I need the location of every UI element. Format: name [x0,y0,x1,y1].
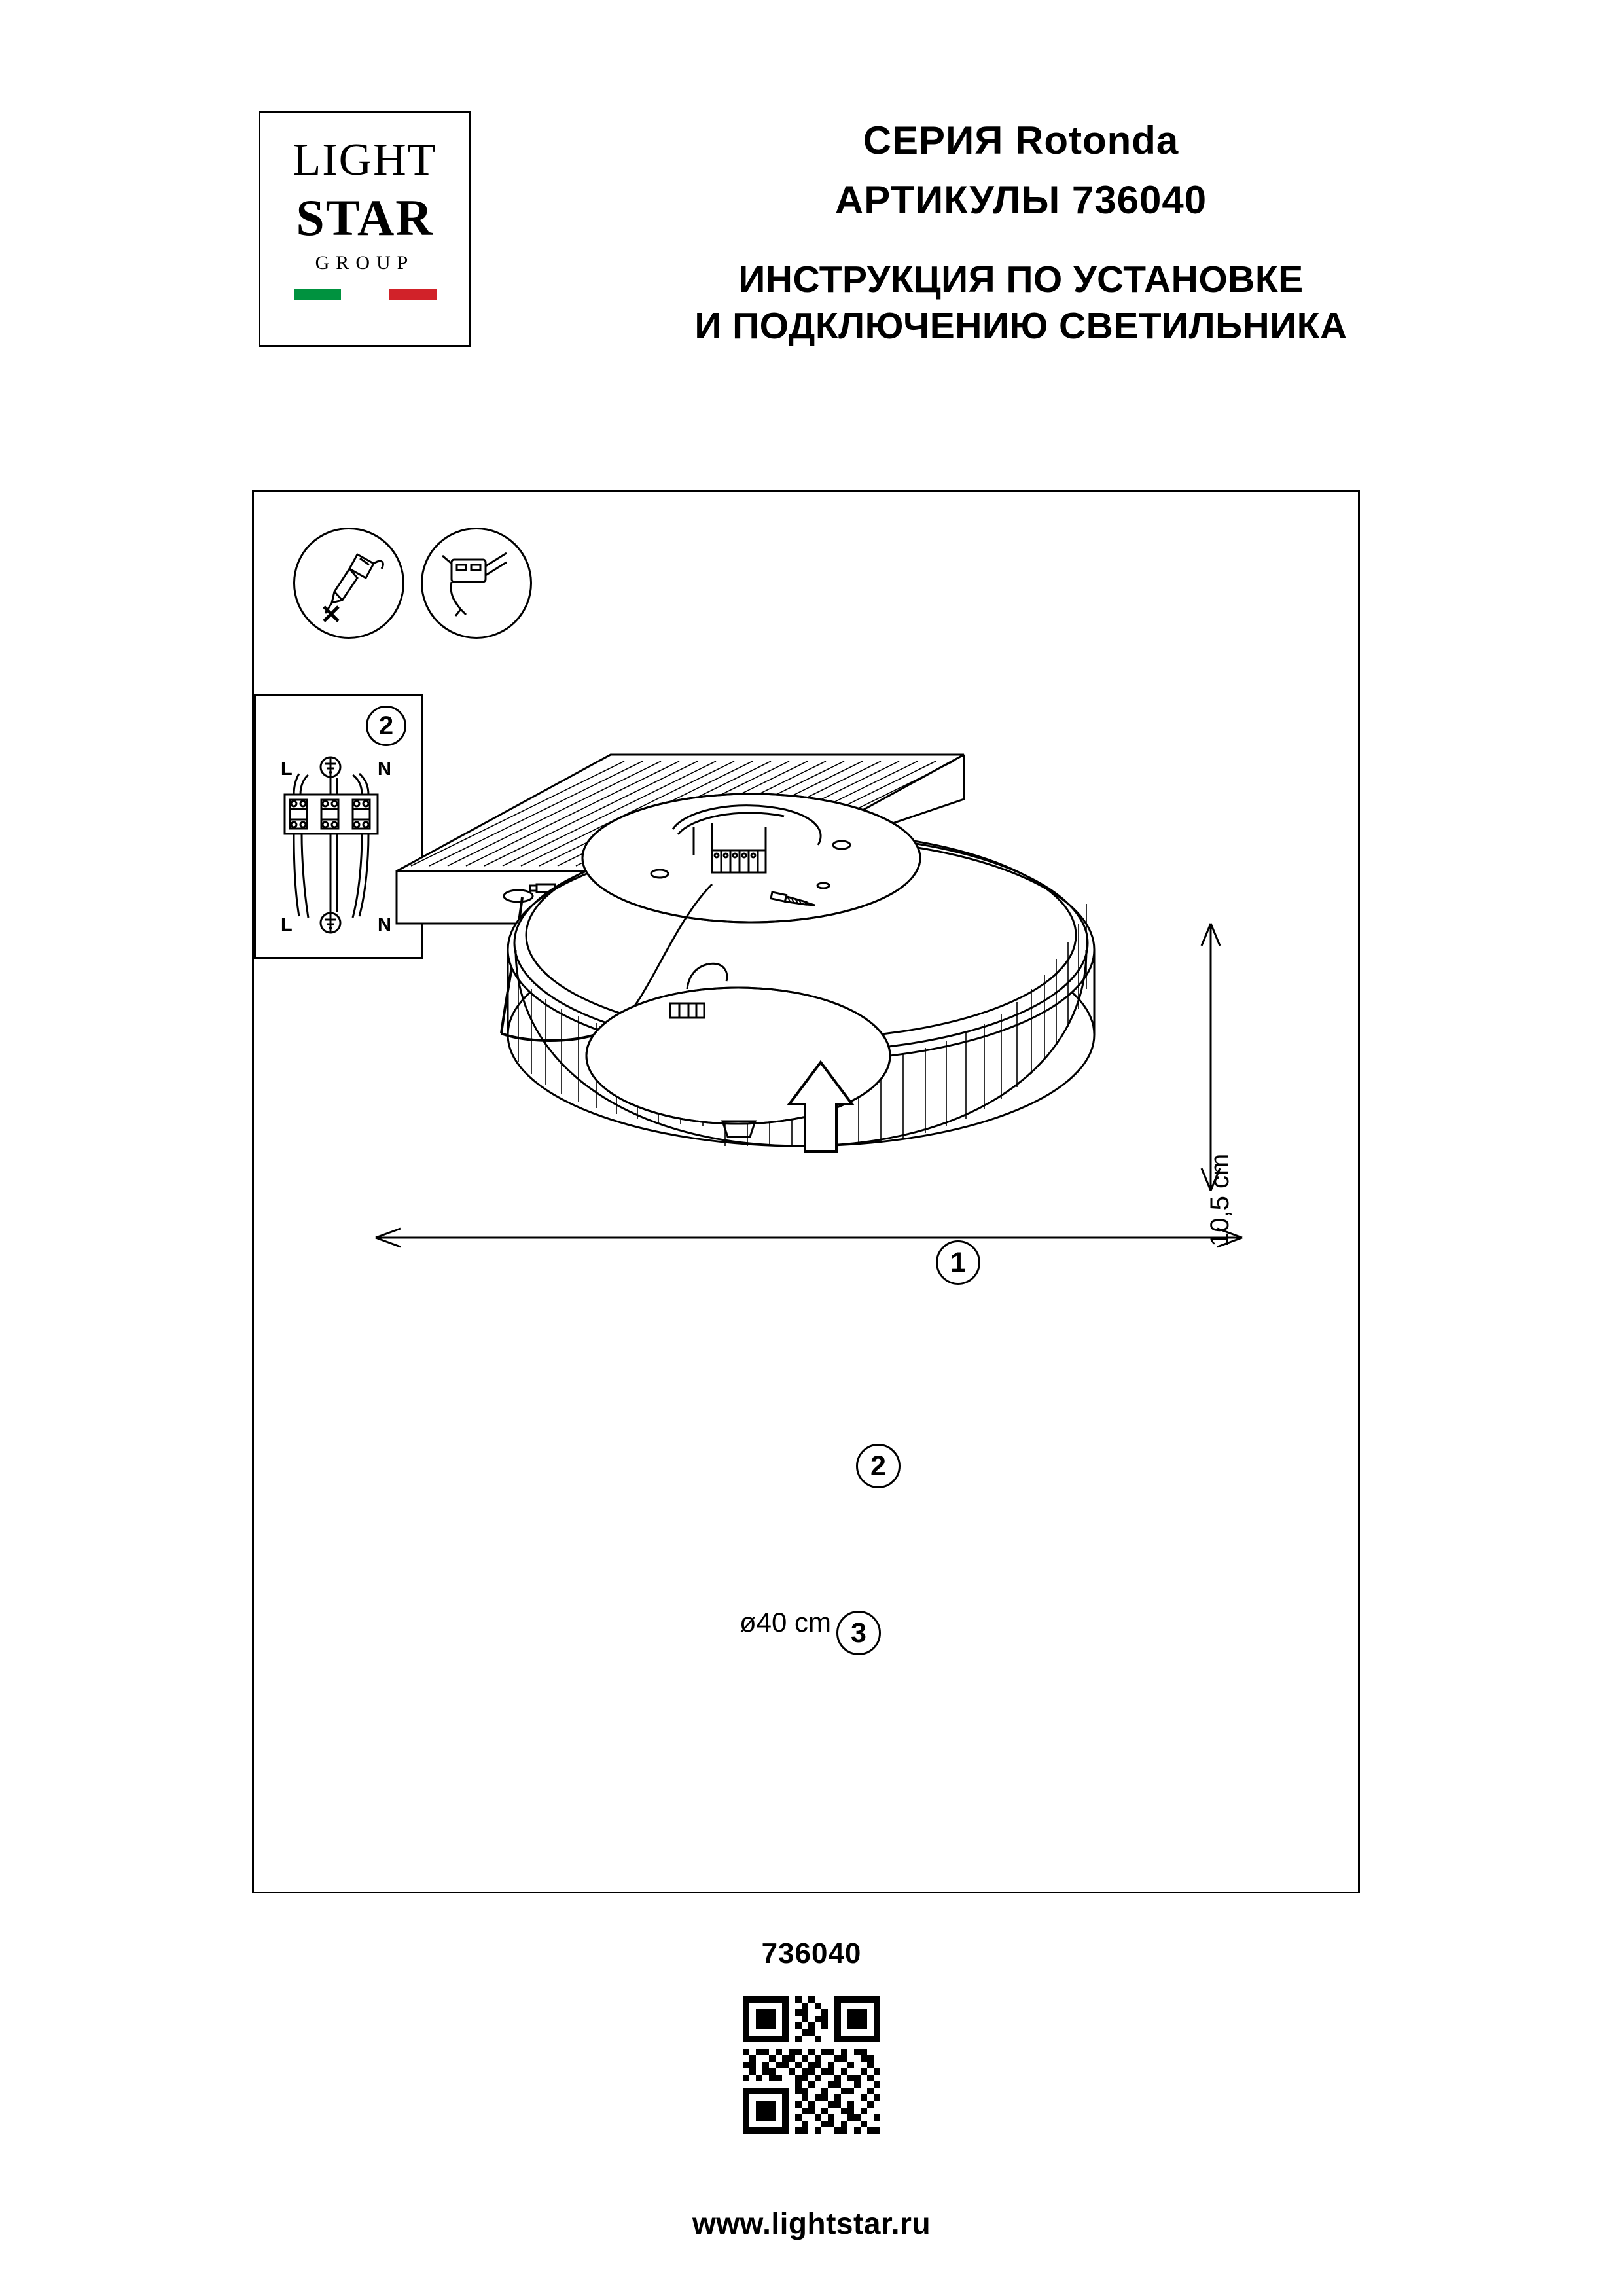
page-header [0,98,1623,380]
qr-code [743,1996,880,2134]
logo-text-star: STAR [296,189,434,246]
title-block [589,98,1453,350]
instruction-title [589,257,1453,350]
wiring-label-n-bottom: N [378,914,391,935]
wiring-label-n-top: N [378,759,391,780]
website-url: www.lightstar.ru [692,2206,931,2240]
italy-flag-icon [294,289,437,300]
brand-logo [259,111,471,347]
callout-badge-2: 2 [856,1444,901,1488]
instruction-title-line1: ИНСТРУКЦИЯ ПО УСТАНОВКЕ [738,259,1304,300]
callout-badge-3: 3 [836,1611,881,1655]
logo-text-group: GROUP [315,252,415,274]
product-code: 736040 [761,1937,862,1969]
article-label: АРТИКУЛЫ 736040 [834,178,1207,222]
diameter-dimension-label: ø40 cm [740,1607,832,1638]
series-label: СЕРИЯ Rotonda [863,118,1179,162]
height-dimension-label: 10,5 cm [1205,1153,1234,1247]
logo-text-light: LIGHT [293,135,437,185]
callout-badge-1: 1 [936,1240,980,1285]
wiring-step-badge: 2 [366,706,406,746]
instruction-title-line2: И ПОДКЛЮЧЕНИЮ СВЕТИЛЬНИКА [694,305,1347,348]
wiring-label-l-bottom: L [281,914,293,935]
installation-diagram-frame [252,490,1360,1893]
product-assembly-illustration [254,492,1358,1892]
wiring-label-l-top: L [281,759,293,780]
